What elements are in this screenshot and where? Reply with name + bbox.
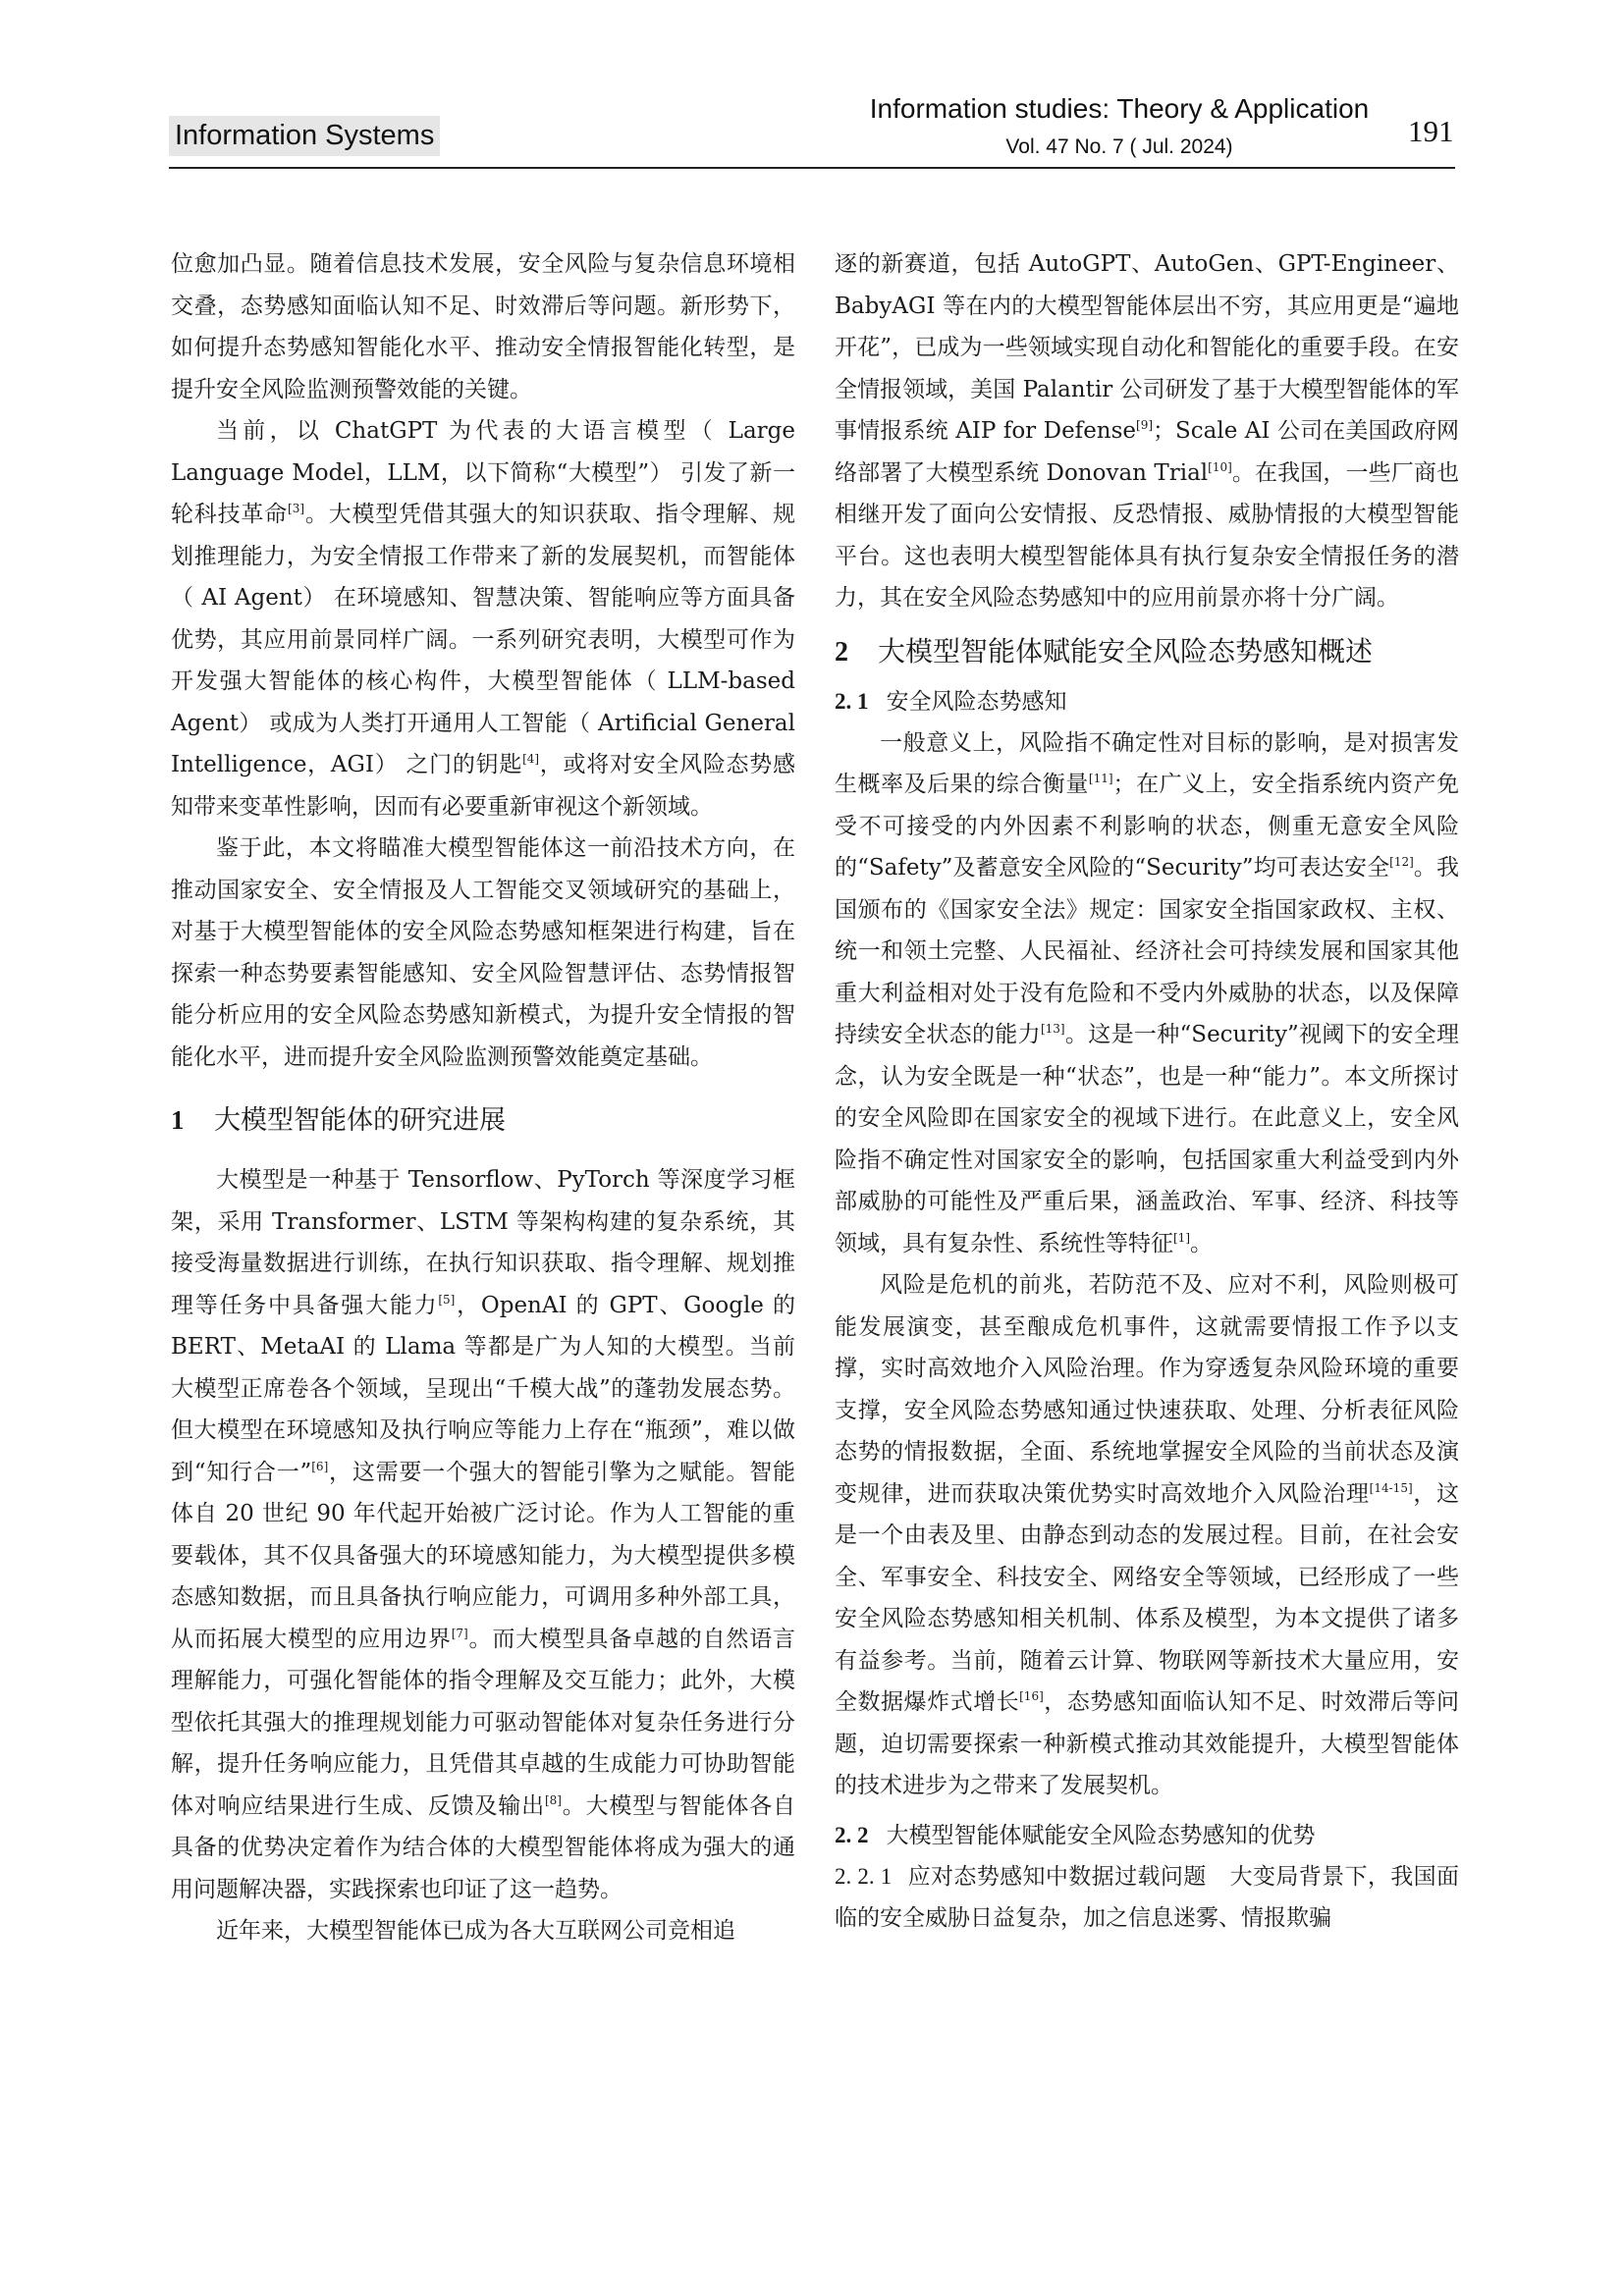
paragraph: 位愈加凸显。随着信息技术发展，安全风险与复杂信息环境相交叠，态势感知面临认知不足、时效滞后等问题。新形势下，如何提升态势感知智能化水平、推动安全情报智能化转型，是提升安全风险监测预警效能的关键。 bbox=[171, 251, 795, 402]
citation[interactable]: [3] bbox=[288, 502, 305, 515]
section-heading-2: 2 大模型智能体赋能安全风险态势感知概述 bbox=[835, 634, 1374, 667]
paragraph: 当前，以 ChatGPT 为代表的大语言模型（ Large Language Model，LLM，以下简称“大模型”） 引发了新一轮科技革命[3]。大模型凭借其强大的知识获取、指令理解、规划推理能力，为安全情报工作带来了新的发展契机，而智能体（ AI Agent） 在环境感知、智慧决策、智能响应等方面具备优势，其应用前景同样广阔。一系列研究表明，大模型可作为开发强大智能体的核心构件，大模型智能体（ LLM-based Agent） 或成为人类打开通用人工智能（ Artificial General Intelligence，AGI） 之门的钥匙[4]，或将对安全风险态势感知带来变革性影响，因而有必要重新审视这个新领域。 bbox=[171, 418, 796, 820]
section-heading-1: 1 大模型智能体的研究进展 bbox=[171, 1105, 506, 1136]
paragraph: 鉴于此，本文将瞄准大模型智能体这一前沿技术方向，在推动国家安全、安全情报及人工智能交叉领域研究的基础上，对基于大模型智能体的安全风险态势感知框架进行构建，旨在探索一种态势要素智能感知、安全风险智慧评估、态势情报智能分析应用的安全风险态势感知新模式，为提升安全情报的智能化水平，进而提升安全风险监测预警效能奠定基础。 bbox=[171, 835, 795, 1070]
paragraph: 一般意义上，风险指不确定性对目标的影响，是对损害发生概率及后果的综合衡量[11]；在广义上，安全指系统内资产免受不可接受的内外因素不利影响的状态，侧重无意安全风险的“Safety”及蓄意安全风险的“Security”均可表达安全[12]。我国颁布的《国家安全法》规定：国家安全指国家政权、主权、统一和领土完整、人民福祉、经济社会可持续发展和国家其他重大利益相对处于没有危险和不受内外威胁的状态，以及保障持续安全状态的能力[13]。这是一种“Security”视阈下的安全理念，认为安全既是一种“状态”，也是一种“能力”。本文所探讨的安全风险即在国家安全的视域下进行。在此意义上，安全风险指不确定性对国家安全的影响，包括国家重大利益受到内外部威胁的可能性及严重后果，涵盖政治、军事、经济、科技等领域，具有复杂性、系统性等特征[1]。 bbox=[835, 729, 1460, 1256]
citation[interactable]: [11] bbox=[1088, 772, 1113, 785]
subsubsection-number: 2. 2. 1 bbox=[835, 1863, 893, 1889]
citation[interactable]: [7] bbox=[451, 1626, 468, 1640]
citation[interactable]: [5] bbox=[438, 1292, 456, 1307]
page-number: 191 bbox=[1408, 114, 1454, 148]
paragraph: 2. 2. 1 应对态势感知中数据过载问题 大变局背景下，我国面临的安全威胁日益复杂，加之信息迷雾、情报欺骗 bbox=[835, 1863, 1460, 1931]
subsection-heading-2-1: 2. 1 安全风险态势感知 bbox=[835, 688, 1067, 715]
citation[interactable]: [1] bbox=[1173, 1230, 1190, 1245]
paragraph: 近年来，大模型智能体已成为各大互联网公司竞相追 bbox=[216, 1918, 735, 1944]
paragraph: 风险是危机的前兆，若防范不及、应对不利，风险则极可能发展演变，甚至酿成危机事件，这就需要情报工作予以支撑，实时高效地介入风险治理。作为穿透复杂风险环境的重要支撑，安全风险态势感知通过快速获取、处理、分析表征风险态势的情报数据，全面、系统地掌握安全风险的当前状态及演变规律，进而获取决策优势实时高效地介入风险治理[14-15]，这是一个由表及里、由静态到动态的发展过程。目前，在社会安全、军事安全、科技安全、网络安全等领域，已经形成了一些安全风险态势感知相关机制、体系及模型，为本文提供了诸多有益参考。当前，随着云计算、物联网等新技术大量应用，安全数据爆炸式增长[16]，态势感知面临认知不足、时效滞后等问题，迫切需要探索一种新模式推动其效能提升，大模型智能体的技术进步为之带来了发展契机。 bbox=[835, 1272, 1460, 1798]
citation[interactable]: [10] bbox=[1208, 459, 1232, 474]
paragraph: 大模型是一种基于 Tensorflow、PyTorch 等深度学习框架，采用 Transformer、LSTM 等架构构建的复杂系统，其接受海量数据进行训练，在执行知识获取、指令理解、规划推理等任务中具备强大能力[5]，OpenAI 的 GPT、Google 的 BERT、MetaAI 的 Llama 等都是广为人知的大模型。当前大模型正席卷各个领域，呈现出“千模大战”的蓬勃发展态势。但大模型在环境感知及执行响应等能力上存在“瓶颈”，难以做到“知行合一”[6]，这需要一个强大的智能引擎为之赋能。智能体自 20 世纪 90 年代起开始被广泛讨论。作为人工智能的重要载体，其不仅具备强大的环境感知能力，为大模型提供多模态感知数据，而且具备执行响应能力，可调用多种外部工具，从而拓展大模型的应用边界[7]。而大模型具备卓越的自然语言理解能力，可强化智能体的指令理解及交互能力；此外，大模型依托其强大的推理规划能力可驱动智能体对复杂任务进行分解，提升任务响应能力，且凭借其卓越的生成能力可协助智能体对响应结果进行生成、反馈及输出[8]。大模型与智能体各自具备的优势决定着作为结合体的大模型智能体将成为强大的通用问题解决器，实践探索也印证了这一趋势。 bbox=[171, 1167, 796, 1902]
journal-title: Information studies: Theory & Application bbox=[869, 93, 1370, 124]
citation[interactable]: [14-15] bbox=[1369, 1480, 1413, 1495]
subsubsection-title: 应对态势感知中数据过载问题 bbox=[907, 1863, 1207, 1890]
section-label: Information Systems bbox=[169, 116, 440, 156]
header-divider bbox=[169, 167, 1455, 169]
citation[interactable]: [6] bbox=[311, 1459, 329, 1473]
citation[interactable]: [12] bbox=[1389, 855, 1414, 869]
citation[interactable]: [16] bbox=[1019, 1689, 1044, 1703]
journal-volume: Vol. 47 No. 7 ( Jul. 2024) bbox=[1005, 135, 1233, 158]
subsection-heading-2-2: 2. 2 大模型智能体赋能安全风险态势感知的优势 bbox=[835, 1822, 1316, 1848]
citation[interactable]: [9] bbox=[1136, 418, 1154, 432]
left-column bbox=[171, 243, 795, 1952]
right-column bbox=[835, 243, 1459, 1940]
citation[interactable]: [8] bbox=[544, 1792, 562, 1807]
paragraph: 逐的新赛道，包括 AutoGPT、AutoGen、GPT-Engineer、BabyAGI 等在内的大模型智能体层出不穷，其应用更是“遍地开花”，已成为一些领域实现自动化和智能化的重要手段。在安全情报领域，美国 Palantir 公司研发了基于大模型智能体的军事情报系统 AIP for Defense[9]；Scale AI 公司在美国政府网络部署了大模型系统 Donovan Trial[10]。在我国，一些厂商也相继开发了面向公安情报、反恐情报、威胁情报的大模型智能平台。这也表明大模型智能体具有执行复杂安全情报任务的潜力，其在安全风险态势感知中的应用前景亦将十分广阔。 bbox=[835, 251, 1460, 611]
citation[interactable]: [13] bbox=[1040, 1022, 1065, 1036]
citation[interactable]: [4] bbox=[522, 752, 540, 766]
